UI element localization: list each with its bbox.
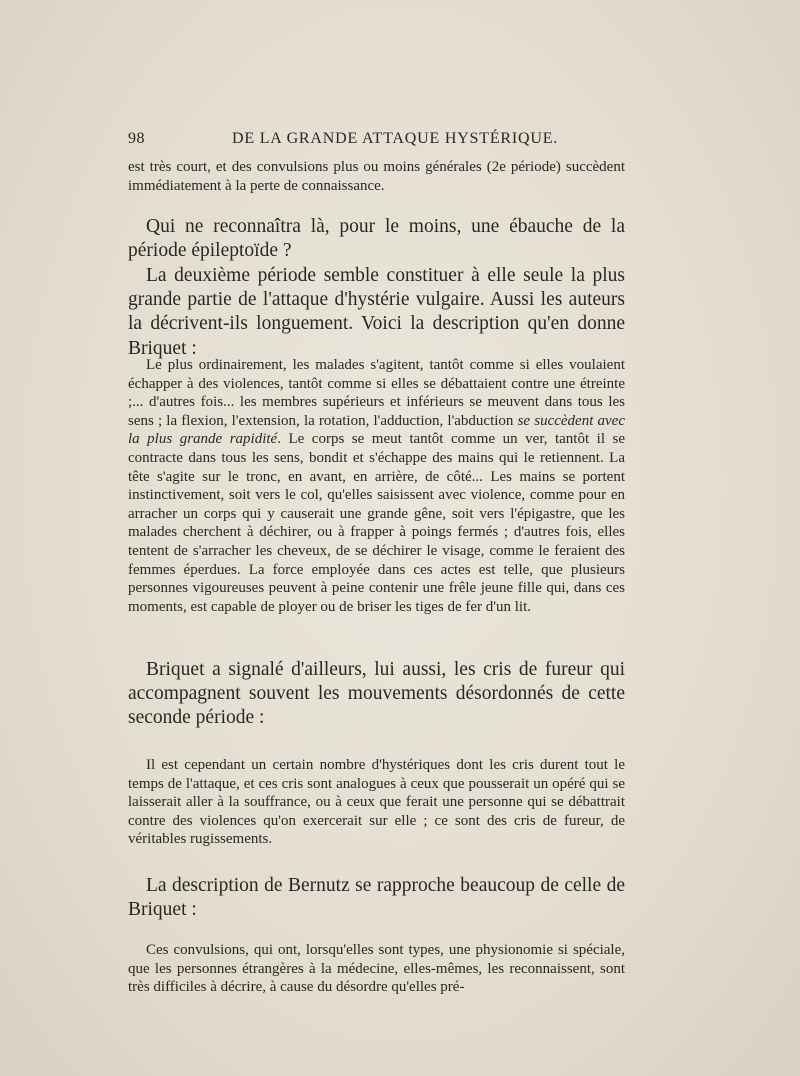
running-title: DE LA GRANDE ATTAQUE HYSTÉRIQUE. (232, 130, 559, 147)
quote-briquet-1 (128, 356, 625, 616)
paragraph-continued: est très court, et des convulsions plus ou moins générales (2e période) succèdent immédiatement à la perte de connaissance. (128, 159, 625, 194)
quote-bernutz: Ces convulsions, qui ont, lorsqu'elles sont types, une physionomie si spéciale, que les personnes étrangères à la médecine, elles-mêmes, les reconnaissent, sont très difficiles à décrire, à cause du désordre qu'elles pré- (128, 942, 625, 996)
emphasis-phrase: se succèdent avec la plus grande rapidité (128, 412, 625, 448)
paragraph-cris: Briquet a signalé d'ailleurs, lui aussi, les cris de fureur qui accompagnent souvent les mouvements désordonnés de cette seconde période : (128, 659, 625, 729)
quote-briquet-2: Il est cependant un certain nombre d'hystériques dont les cris durent tout le temps de l'attaque, et ces cris sont analogues à ceux que pousserait un opéré qui se laisserait aller à la souffrance, ou à ceux que ferait une personne qui se débattrait contre des violences qu'on exercerait sur elle ; ce sont des cris de fureur, de véritables rugissements. (128, 757, 625, 848)
quote-briquet-1-text: Le plus ordinairement, les malades s'agitent, tantôt comme si elles voulaient échapper à des violences, tantôt comme si elles se débattaient contre une étreinte ;... d'autres fois... les membres supérieurs et inférieurs se meuvent dans tous les sens ; la flexion, l'extension, la rotation, l'adduction, l'abduction se succèdent avec la plus grande rapidité. Le corps se meut tantôt comme un ver, tantôt il se contracte dans tous les sens, bondit et s'échappe des mains qui le retiennent. La tête s'agite sur le tronc, en avant, en arrière, de côté... Les mains se portent instinctivement, soit vers le col, qu'elles saisissent avec violence, comme pour en arracher un corps qui y causerait une grande gêne, soit vers l'épigastre, que les malades cherchent à déchirer, ou à frapper à poings fermés ; d'autres fois, elles tentent de s'arracher les cheveux, de se déchirer le visage, comme le feraient des femmes éperdues. La force employée dans ces actes est telle, que plusieurs personnes vigoureuses peuvent à peine contenir une frêle jeune fille qui, dans ces moments, est capable de ployer ou de briser les tiges de fer d'un lit. (128, 357, 625, 615)
paragraph-second-period: La deuxième période semble constituer à elle seule la plus grande partie de l'attaque d'hystérie vulgaire. Aussi les auteurs la décrivent-ils longuement. Voici la description qu'en donne Briquet : (128, 265, 625, 359)
paragraph-question: Qui ne reconnaîtra là, pour le moins, une ébauche de la période épileptoïde ? (128, 216, 625, 262)
page-number: 98 (128, 130, 145, 147)
paragraph-bernutz: La description de Bernutz se rapproche beaucoup de celle de Briquet : (128, 875, 625, 921)
